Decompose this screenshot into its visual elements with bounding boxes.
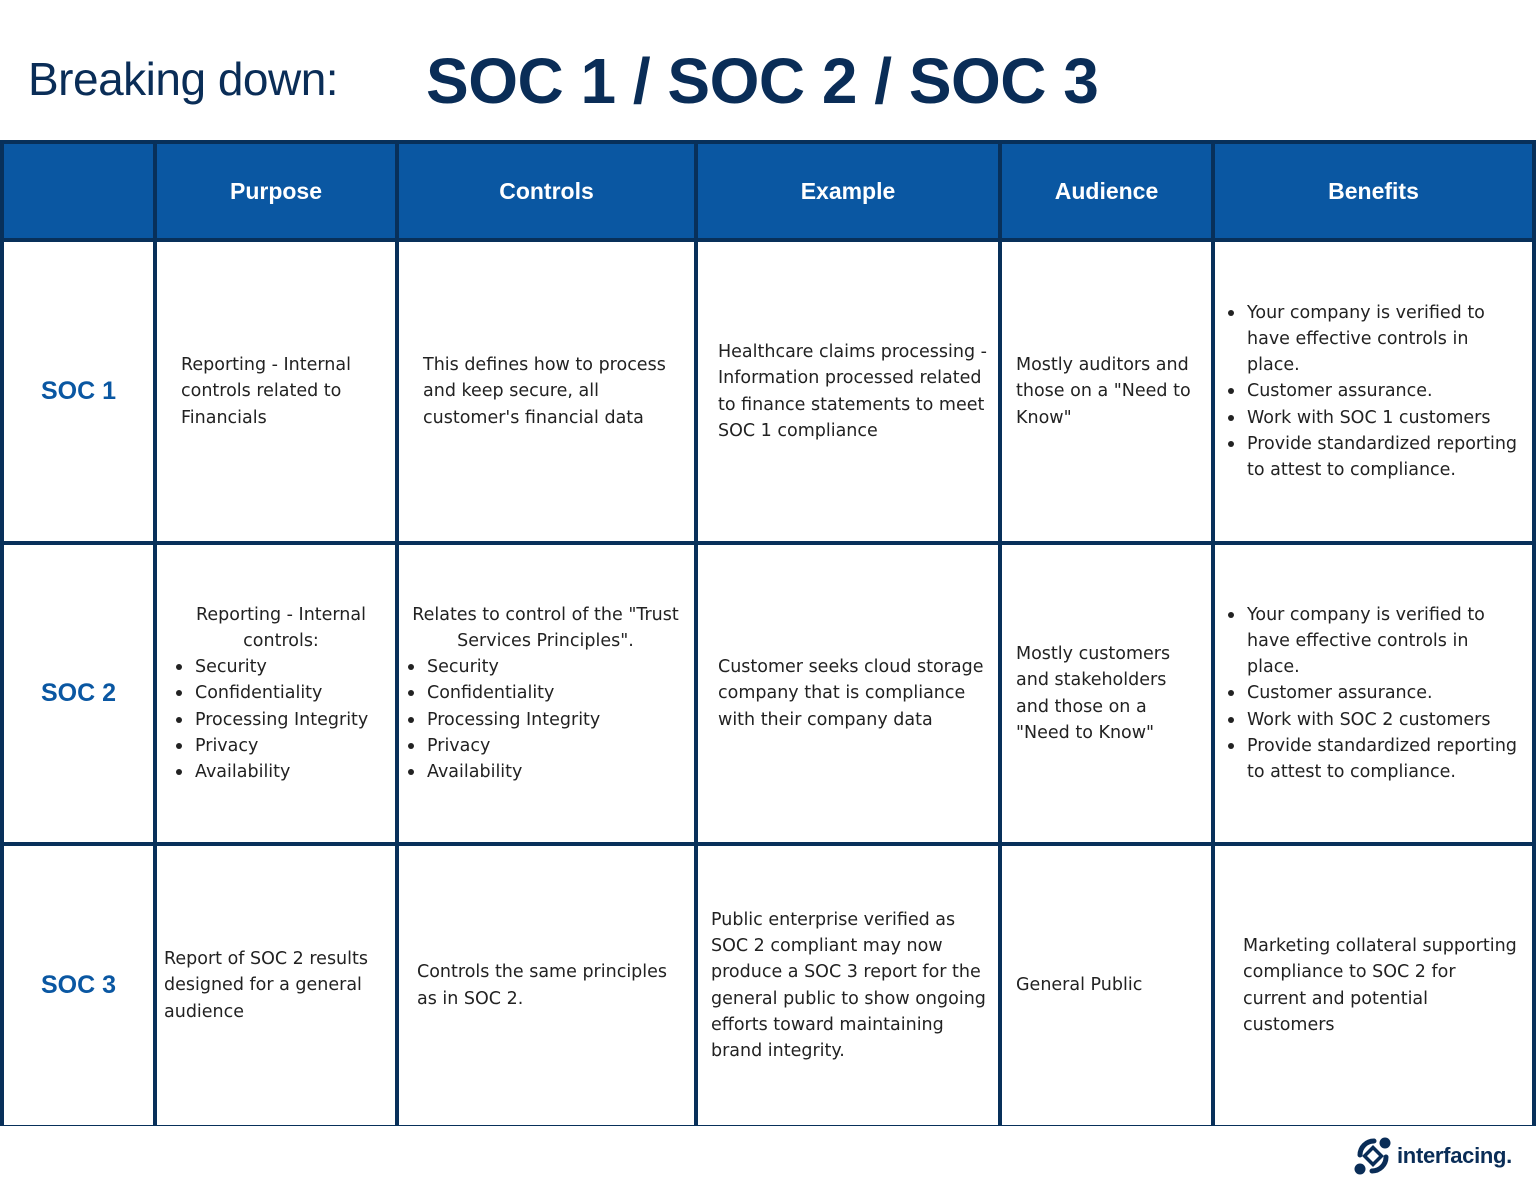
row-label-soc1: SOC 1	[4, 242, 153, 541]
soc3-example	[698, 846, 998, 1125]
list-item: Customer assurance.	[1225, 378, 1524, 404]
soc1-benefits-list	[1225, 300, 1524, 483]
soc2-benefits-list	[1225, 602, 1524, 785]
soc1-audience-text: Mostly auditors and those on a "Need to Know"	[1016, 355, 1191, 428]
soc1-controls-text: This defines how to process and keep secure, all customer's financial data	[423, 355, 666, 428]
soc2-purpose	[157, 545, 395, 842]
list-item: Work with SOC 1 customers	[1225, 405, 1524, 431]
soc2-controls	[399, 545, 694, 842]
soc1-controls	[399, 242, 694, 541]
soc2-audience	[1002, 545, 1211, 842]
soc3-purpose-text: Report of SOC 2 results designed for a general audience	[164, 949, 368, 1022]
list-item: Your company is verified to have effective controls in place.	[1225, 300, 1524, 379]
list-item: Provide standardized reporting to attest to compliance.	[1225, 733, 1524, 785]
list-item: Privacy	[405, 733, 686, 759]
interfacing-logo[interactable]	[1352, 1136, 1512, 1176]
header-benefits: Benefits	[1215, 144, 1532, 238]
list-item: Processing Integrity	[405, 707, 686, 733]
row-label-soc3: SOC 3	[4, 846, 153, 1125]
soc3-audience-text: General Public	[1016, 975, 1143, 996]
soc3-benefits	[1215, 846, 1532, 1125]
title-lead: Breaking down:	[28, 53, 339, 105]
soc3-audience	[1002, 846, 1211, 1125]
list-item: Your company is verified to have effective controls in place.	[1225, 602, 1524, 681]
header-example: Example	[698, 144, 998, 238]
soc2-example	[698, 545, 998, 842]
list-item: Confidentiality	[173, 680, 389, 706]
soc2-benefits	[1215, 545, 1532, 842]
soc1-purpose	[157, 242, 395, 541]
header-audience: Audience	[1002, 144, 1211, 238]
title-row	[0, 0, 1536, 140]
header-controls: Controls	[399, 144, 694, 238]
soc2-audience-text: Mostly customers and stakeholders and those on a "Need to Know"	[1016, 644, 1171, 743]
soc2-example-text: Customer seeks cloud storage company that is compliance with their company data	[718, 657, 984, 730]
header-purpose: Purpose	[157, 144, 395, 238]
list-item: Work with SOC 2 customers	[1225, 707, 1524, 733]
header-corner	[4, 144, 153, 238]
soc3-controls-text: Controls the same principles as in SOC 2.	[417, 962, 668, 1009]
list-item: Privacy	[173, 733, 389, 759]
list-item: Security	[173, 654, 389, 680]
soc3-benefits-text: Marketing collateral supporting compliance to SOC 2 for current and potential customers	[1243, 936, 1517, 1035]
list-item: Availability	[405, 759, 686, 785]
soc3-controls	[399, 846, 694, 1125]
soc3-example-text: Public enterprise verified as SOC 2 compliant may now produce a SOC 3 report for the general public to show ongoing efforts toward maintaining brand integrity.	[711, 909, 986, 1061]
list-item: Security	[405, 654, 686, 680]
soc2-controls-list	[405, 654, 686, 785]
soc3-purpose	[157, 846, 395, 1125]
list-item: Customer assurance.	[1225, 680, 1524, 706]
row-label-soc2: SOC 2	[4, 545, 153, 842]
list-item: Processing Integrity	[173, 707, 389, 733]
soc1-benefits	[1215, 242, 1532, 541]
soc1-example	[698, 242, 998, 541]
interfacing-logo-icon	[1352, 1135, 1394, 1177]
soc2-purpose-intro: Reporting - Internal controls:	[196, 604, 366, 651]
page-title: SOC 1 / SOC 2 / SOC 3	[426, 45, 1099, 117]
list-item: Provide standardized reporting to attest to compliance.	[1225, 431, 1524, 483]
soc2-controls-intro: Relates to control of the "Trust Services Principles".	[412, 604, 679, 651]
soc1-audience	[1002, 242, 1211, 541]
soc-comparison-table	[0, 140, 1536, 1126]
logo-text: interfacing.	[1397, 1143, 1512, 1168]
list-item: Confidentiality	[405, 680, 686, 706]
soc1-purpose-text: Reporting - Internal controls related to Financials	[181, 355, 351, 428]
list-item: Availability	[173, 759, 389, 785]
soc1-example-text: Healthcare claims processing - Information processed related to finance statements to meet SOC 1 compliance	[718, 342, 987, 441]
soc2-purpose-list	[173, 654, 389, 785]
